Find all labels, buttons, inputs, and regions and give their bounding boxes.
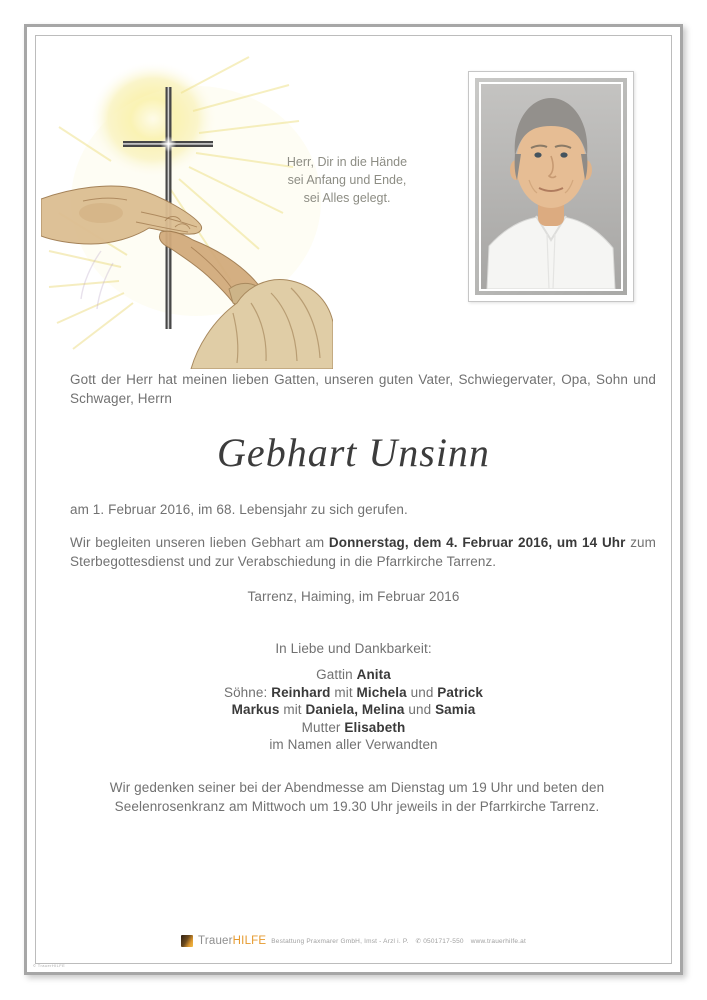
trauerhilfe-brand [198, 935, 266, 947]
footer-details [271, 937, 526, 945]
memorial-mass-text: Wir gedenken seiner bei der Abendmesse am Dienstag um 19 Uhr und beten den Seelenrosenkranz am Mittwoch um 19.30 Uhr jeweils in der Pfarrkirche Tarrenz. [109, 780, 605, 814]
portrait-silver-border [475, 78, 627, 295]
gratitude-heading: In Liebe und Dankbarkeit: [275, 641, 432, 656]
print-imprint: © TrauerHILFE [33, 963, 66, 968]
obituary-card [24, 24, 683, 975]
footer-phone: ✆ 0501717-550 [415, 938, 464, 945]
portrait-frame [468, 71, 634, 302]
trauerhilfe-logo-icon [181, 935, 193, 947]
place-date-text: Tarrenz, Haiming, im Februar 2016 [247, 589, 460, 604]
quote-line: Herr, Dir in die Hände [286, 155, 408, 169]
memorial-quote [219, 153, 475, 207]
family-line: Mutter Elisabeth [301, 719, 406, 735]
intro-text: Gott der Herr hat meinen lieben Gatten, unseren guten Vater, Schwiegervater, Opa, Sohn und Schwager, Herrn [70, 372, 656, 406]
footer-website: www.trauerhilfe.at [470, 937, 526, 945]
footer-company: Bestattung Praxmarer GmbH, Imst - Arzl i. P. [271, 937, 409, 945]
portrait-photo [481, 84, 621, 289]
brand-part-trauer: Trauer [198, 935, 233, 947]
quote-line: sei Anfang und Ende, [287, 173, 407, 187]
family-line: Söhne: Reinhard mit Michela und Patrick [223, 684, 484, 700]
funeral-info-text: Wir begleiten unseren lieben Gebhart am Donnerstag, dem 4. Februar 2016, um 14 Uhr zum Sterbegottesdienst und zur Verabschiedung in die Pfarrkirche Tarrenz. [70, 535, 657, 569]
family-line: Gattin Anita [316, 667, 391, 682]
family-line: Markus mit Daniela, Melina und Samia [231, 702, 476, 717]
deceased-name: Gebhart Unsinn [217, 430, 490, 475]
cross-hands-artwork [41, 51, 333, 369]
family-list [27, 666, 680, 754]
death-date-text: am 1. Februar 2016, im 68. Lebensjahr zu sich gerufen. [70, 502, 408, 517]
portrait-mat [479, 82, 623, 291]
family-line: im Namen aller Verwandten [269, 737, 438, 752]
quote-line: sei Alles gelegt. [303, 191, 391, 205]
brand-part-hilfe: HILFE [232, 935, 267, 947]
funeral-home-footer [27, 935, 680, 947]
cross-hands-illustration-icon [41, 51, 333, 369]
